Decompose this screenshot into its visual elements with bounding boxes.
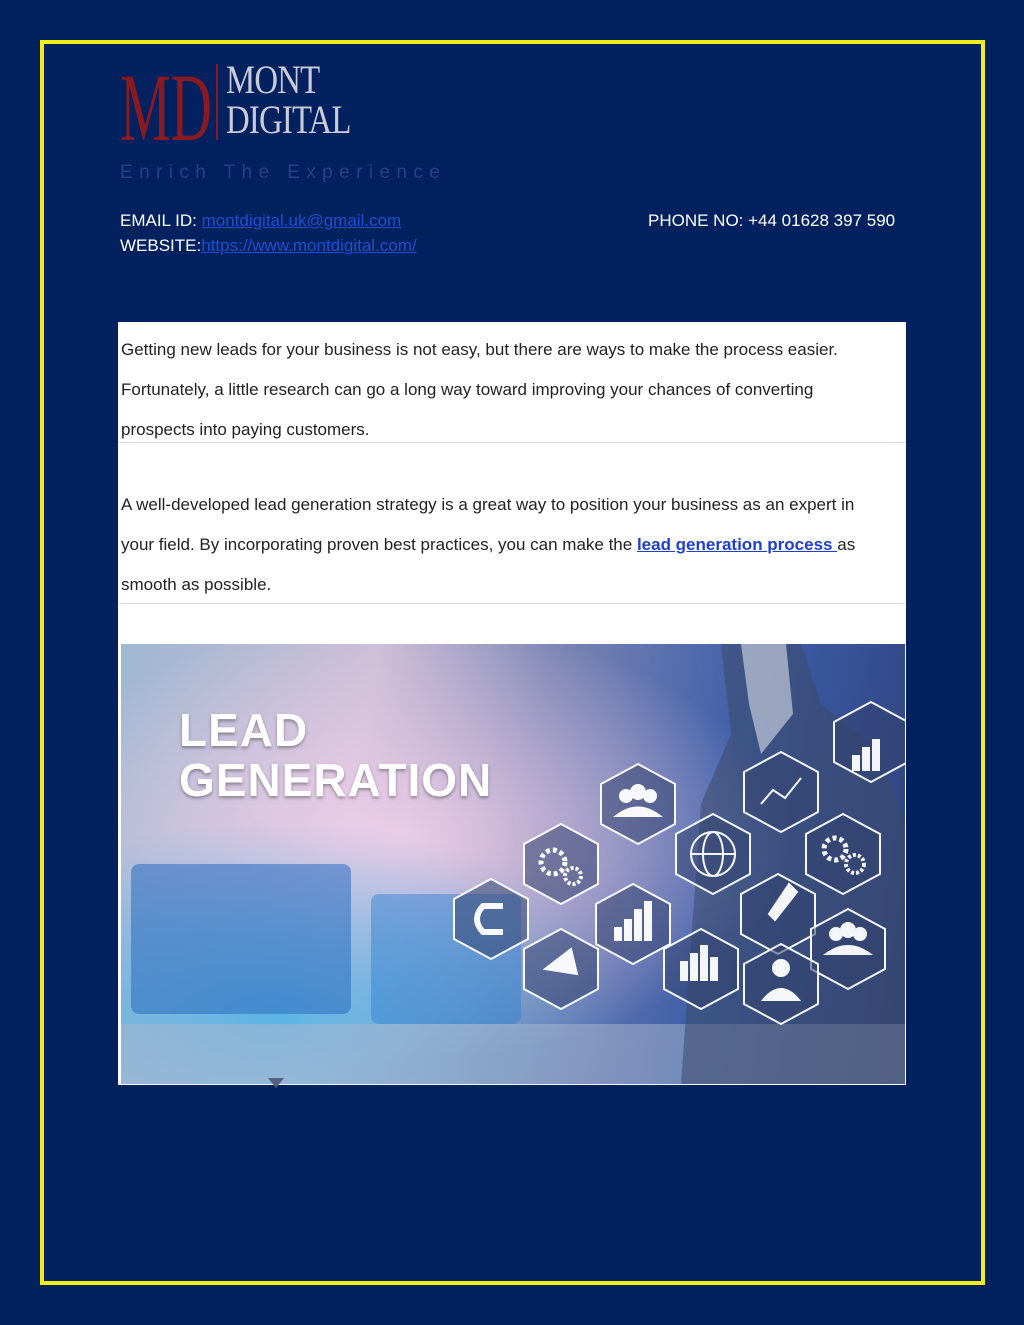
lead-generation-process-link[interactable]: lead generation process [636, 535, 838, 554]
phone-line: PHONE NO: +44 01628 397 590 [648, 211, 896, 230]
hero-icons [121, 644, 905, 1084]
content-card [118, 322, 906, 1085]
divider [118, 442, 906, 443]
bar-chart-up-icon [834, 702, 905, 782]
gears-icon [524, 824, 598, 904]
strategy-text: A well-developed lead generation strategy is a great way to position your business as an expert in your field. By incorporating proven best practices, you can make the [121, 495, 855, 554]
logo-divider [216, 64, 218, 140]
hero-title-line2: GENERATION [179, 754, 493, 806]
hero-title-line1: LEAD [179, 704, 309, 756]
chevron-down-icon [268, 1078, 284, 1088]
users-icon [601, 764, 675, 844]
website-label: WEBSITE: [120, 236, 202, 255]
strategy-paragraph [121, 485, 891, 605]
trend-line-icon [744, 752, 818, 832]
magnet-icon [454, 879, 528, 959]
email-line [120, 208, 401, 233]
megaphone-icon [524, 929, 598, 1009]
logo-word-digital: DIGITAL [226, 97, 351, 142]
equalizer-icon [664, 929, 738, 1009]
logo-tagline: Enrich The Experience [120, 162, 447, 183]
svg-text:MD: MD [120, 58, 212, 148]
rocket-icon [741, 874, 815, 954]
intro-paragraph: Getting new leads for your business is not easy, but there are ways to make the process easier. Fortunately, a little research can go a long way toward improving your chances of converting prospects into paying customers. [121, 340, 838, 439]
strategy-text-end: as smooth as possible. [121, 535, 856, 594]
website-link[interactable]: https://www.montdigital.com/ [201, 236, 417, 255]
logo-word-mont: MONT [226, 57, 320, 102]
md-monogram-icon [120, 58, 216, 148]
email-label: EMAIL ID: [120, 211, 197, 230]
team-icon [811, 909, 885, 989]
website-line [120, 233, 417, 258]
divider [118, 603, 906, 604]
user-star-icon [744, 944, 818, 1024]
mont-digital-logo [120, 57, 447, 188]
globe-icon [676, 814, 750, 894]
bar-chart-up-icon [596, 884, 670, 964]
lead-generation-image [121, 644, 905, 1084]
gears-icon [806, 814, 880, 894]
email-link[interactable]: montdigital.uk@gmail.com [201, 211, 402, 230]
